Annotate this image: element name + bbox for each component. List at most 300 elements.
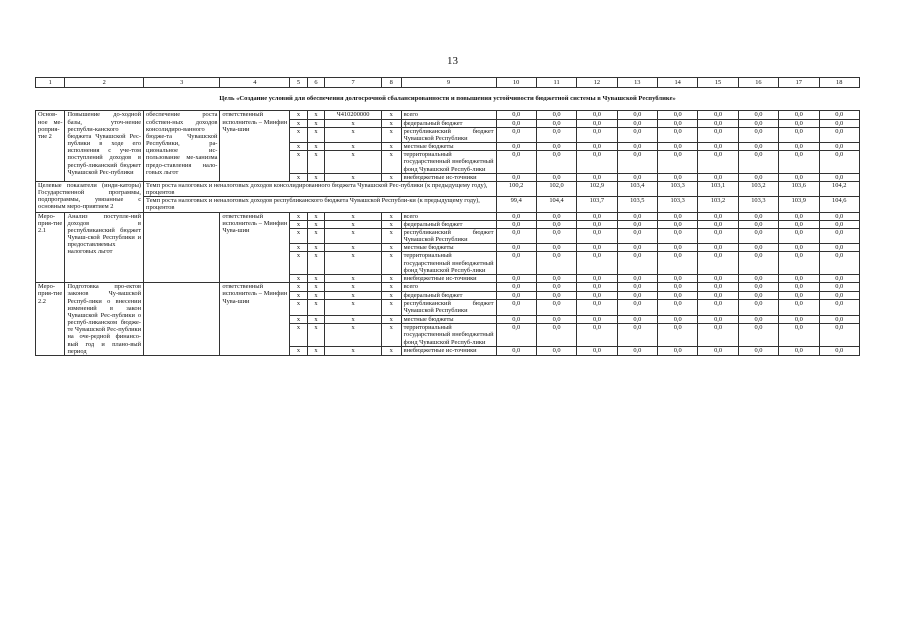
year-value: 0,0: [698, 300, 738, 316]
code-section: x: [307, 143, 324, 151]
code-target-article: x: [325, 274, 382, 282]
responsible-executor: ответственный исполнитель – Минфин Чува-шии: [220, 111, 290, 182]
year-value: 0,0: [819, 347, 860, 355]
year-value: 0,0: [738, 143, 778, 151]
code-expense-group: x: [381, 119, 401, 127]
funding-source: всего: [401, 212, 496, 220]
code-target-article: x: [325, 143, 382, 151]
year-value: 0,0: [617, 151, 657, 174]
column-number: 14: [658, 78, 698, 88]
code-section: x: [307, 324, 324, 347]
code-target-article: x: [325, 324, 382, 347]
funding-source: внебюджетные ис-точники: [401, 274, 496, 282]
year-value: 0,0: [779, 173, 819, 181]
year-value: 0,0: [536, 244, 576, 252]
year-value: 0,0: [698, 220, 738, 228]
year-value: 0,0: [617, 324, 657, 347]
year-value: 0,0: [617, 315, 657, 323]
year-value: 0,0: [577, 111, 617, 119]
year-value: 0,0: [658, 300, 698, 316]
year-value: 0,0: [779, 252, 819, 275]
year-value: 0,0: [577, 173, 617, 181]
year-value: 0,0: [577, 274, 617, 282]
code-section: x: [307, 173, 324, 181]
year-value: 0,0: [658, 119, 698, 127]
year-value: 0,0: [617, 244, 657, 252]
year-value: 0,0: [617, 119, 657, 127]
year-value: 0,0: [617, 111, 657, 119]
year-value: 0,0: [738, 324, 778, 347]
code-expense-group: x: [381, 347, 401, 355]
indicator-value: 103,7: [577, 197, 617, 212]
code-section: x: [307, 283, 324, 291]
year-value: 0,0: [819, 173, 860, 181]
year-value: 0,0: [698, 173, 738, 181]
code-section: x: [307, 220, 324, 228]
year-value: 0,0: [698, 274, 738, 282]
code-target-article: x: [325, 220, 382, 228]
year-value: 0,0: [819, 274, 860, 282]
column-number: 15: [698, 78, 738, 88]
year-value: 0,0: [577, 324, 617, 347]
column-number: 8: [381, 78, 401, 88]
year-value: 0,0: [577, 291, 617, 299]
column-number: 6: [307, 78, 324, 88]
column-number: 11: [536, 78, 576, 88]
goal-title: Цель «Создание условий для обеспечения долгосрочной сбалансированности и повышения устойчивости бюджетной системы в Чувашской Республике»: [219, 95, 676, 102]
year-value: 0,0: [819, 127, 860, 142]
measure-type: Основ-ное ме-роприя-тие 2: [36, 111, 65, 182]
code-target-article: Ч410200000: [325, 111, 382, 119]
code-section: x: [307, 252, 324, 275]
year-value: 0,0: [658, 324, 698, 347]
indicator-value: 99,4: [496, 197, 536, 212]
column-number: 1: [36, 78, 65, 88]
year-value: 0,0: [698, 347, 738, 355]
year-value: 0,0: [617, 127, 657, 142]
program-table: [35, 77, 860, 356]
year-value: 0,0: [658, 127, 698, 142]
year-value: 0,0: [698, 291, 738, 299]
year-value: 0,0: [577, 143, 617, 151]
year-value: 0,0: [738, 151, 778, 174]
indicator-row: [36, 197, 860, 212]
indicators-label: Целевые показатели (инди-каторы) Государственной программы, подпрограммы, увязанные с основным меро-приятием 2: [36, 181, 144, 212]
funding-source: федеральный бюджет: [401, 220, 496, 228]
year-value: 0,0: [779, 220, 819, 228]
year-value: 0,0: [738, 212, 778, 220]
code-grbs: x: [290, 347, 307, 355]
year-value: 0,0: [496, 324, 536, 347]
table-body: [36, 78, 860, 356]
year-value: 0,0: [617, 274, 657, 282]
indicator-value: 103,5: [617, 197, 657, 212]
year-value: 0,0: [496, 151, 536, 174]
measure-goal: [144, 283, 220, 356]
indicator-value: 103,3: [658, 197, 698, 212]
year-value: 0,0: [698, 151, 738, 174]
code-target-article: x: [325, 228, 382, 243]
year-value: 0,0: [738, 111, 778, 119]
code-expense-group: x: [381, 252, 401, 275]
code-target-article: x: [325, 252, 382, 275]
year-value: 0,0: [658, 228, 698, 243]
code-grbs: x: [290, 274, 307, 282]
year-value: 0,0: [779, 143, 819, 151]
year-value: 0,0: [658, 212, 698, 220]
code-expense-group: x: [381, 228, 401, 243]
code-section: x: [307, 111, 324, 119]
year-value: 0,0: [658, 291, 698, 299]
funding-source: республиканский бюджет Чувашской Республики: [401, 127, 496, 142]
funding-source: местные бюджеты: [401, 315, 496, 323]
code-expense-group: x: [381, 111, 401, 119]
code-grbs: x: [290, 244, 307, 252]
code-target-article: x: [325, 291, 382, 299]
year-value: 0,0: [658, 173, 698, 181]
year-value: 0,0: [779, 244, 819, 252]
year-value: 0,0: [617, 220, 657, 228]
funding-source: федеральный бюджет: [401, 291, 496, 299]
code-section: x: [307, 151, 324, 174]
funding-source: местные бюджеты: [401, 143, 496, 151]
year-value: 0,0: [738, 300, 778, 316]
code-expense-group: x: [381, 283, 401, 291]
year-value: 0,0: [617, 252, 657, 275]
indicator-name: Темп роста налоговых и неналоговых доходов консолидированного бюджета Чувашской Рес-публики (к предыдущему году), процентов: [144, 181, 496, 196]
funding-source: республиканский бюджет Чувашской Республики: [401, 300, 496, 316]
year-value: 0,0: [738, 244, 778, 252]
year-value: 0,0: [819, 151, 860, 174]
column-number: 16: [738, 78, 778, 88]
code-section: x: [307, 300, 324, 316]
column-number: 13: [617, 78, 657, 88]
year-value: 0,0: [819, 252, 860, 275]
responsible-executor: ответственный исполнитель – Минфин Чува-шии: [220, 212, 290, 283]
code-section: x: [307, 244, 324, 252]
code-expense-group: x: [381, 212, 401, 220]
column-number: 17: [779, 78, 819, 88]
code-grbs: x: [290, 119, 307, 127]
year-value: 0,0: [496, 143, 536, 151]
column-number: 2: [65, 78, 144, 88]
page-number: 13: [447, 55, 458, 67]
year-value: 0,0: [496, 315, 536, 323]
indicator-value: 103,9: [779, 197, 819, 212]
year-value: 0,0: [536, 228, 576, 243]
indicator-value: 102,9: [577, 181, 617, 196]
year-value: 0,0: [496, 274, 536, 282]
year-value: 0,0: [577, 212, 617, 220]
code-section: x: [307, 347, 324, 355]
code-target-article: x: [325, 173, 382, 181]
year-value: 0,0: [779, 127, 819, 142]
code-target-article: x: [325, 244, 382, 252]
year-value: 0,0: [698, 252, 738, 275]
year-value: 0,0: [658, 347, 698, 355]
code-grbs: x: [290, 220, 307, 228]
year-value: 0,0: [698, 244, 738, 252]
measure-name: Повышение до-ходной базы, уточ-нение республи-канского бюджета Чувашской Рес-публики в ходе его исполнения с уче-том поступлений доходов в респуб-ликанский бюджет Чувашской Рес-публики: [65, 111, 144, 182]
measure-name: Подготовка про-ектов законов Чу-вашской Респуб-лики о внесении изменений в закон Чувашской Рес-публики о респуб-ликанском бюдже-те Чувашской Рес-публики на оче-редной финансо-вый год и плано-вый период: [65, 283, 144, 356]
year-value: 0,0: [496, 252, 536, 275]
year-value: 0,0: [658, 111, 698, 119]
code-expense-group: x: [381, 143, 401, 151]
year-value: 0,0: [819, 244, 860, 252]
code-grbs: x: [290, 324, 307, 347]
measure-goal: обеспечение роста собствен-ных доходов консолидиро-ванного бюдже-та Чувашской Республики, ра-циональное ис-пользование ме-ханизма предо-ставления нало-говых льгот: [144, 111, 220, 182]
year-value: 0,0: [536, 283, 576, 291]
indicator-value: 104,2: [819, 181, 860, 196]
code-target-article: x: [325, 300, 382, 316]
year-value: 0,0: [496, 127, 536, 142]
year-value: 0,0: [536, 300, 576, 316]
column-number: 5: [290, 78, 307, 88]
code-section: x: [307, 291, 324, 299]
measure-goal: [144, 212, 220, 283]
year-value: 0,0: [819, 212, 860, 220]
code-expense-group: x: [381, 274, 401, 282]
year-value: 0,0: [779, 212, 819, 220]
year-value: 0,0: [536, 324, 576, 347]
year-value: 0,0: [577, 151, 617, 174]
indicator-value: 103,4: [617, 181, 657, 196]
funding-source: территориальный государственный внебюджетный фонд Чувашской Респуб-лики: [401, 252, 496, 275]
year-value: 0,0: [738, 119, 778, 127]
year-value: 0,0: [819, 291, 860, 299]
year-value: 0,0: [617, 212, 657, 220]
year-value: 0,0: [738, 315, 778, 323]
year-value: 0,0: [496, 173, 536, 181]
year-value: 0,0: [577, 300, 617, 316]
year-value: 0,0: [779, 119, 819, 127]
year-value: 0,0: [698, 228, 738, 243]
funding-source: внебюджетные ис-точники: [401, 173, 496, 181]
code-expense-group: x: [381, 244, 401, 252]
year-value: 0,0: [536, 173, 576, 181]
year-value: 0,0: [658, 143, 698, 151]
indicator-value: 103,6: [779, 181, 819, 196]
year-value: 0,0: [536, 315, 576, 323]
year-value: 0,0: [536, 212, 576, 220]
year-value: 0,0: [779, 347, 819, 355]
code-grbs: x: [290, 283, 307, 291]
code-target-article: x: [325, 119, 382, 127]
year-value: 0,0: [496, 300, 536, 316]
column-number: 9: [401, 78, 496, 88]
year-value: 0,0: [658, 244, 698, 252]
year-value: 0,0: [819, 228, 860, 243]
funding-source: местные бюджеты: [401, 244, 496, 252]
year-value: 0,0: [536, 111, 576, 119]
year-value: 0,0: [658, 151, 698, 174]
funding-source: всего: [401, 283, 496, 291]
year-value: 0,0: [577, 347, 617, 355]
table-row: [36, 283, 860, 291]
year-value: 0,0: [536, 119, 576, 127]
year-value: 0,0: [496, 347, 536, 355]
code-expense-group: x: [381, 127, 401, 142]
funding-source: внебюджетные ис-точники: [401, 347, 496, 355]
year-value: 0,0: [779, 324, 819, 347]
code-expense-group: x: [381, 173, 401, 181]
indicator-name: Темп роста налоговых и неналоговых доходов республиканского бюджета Чувашской Республи-ки (к предыдущему году), процентов: [144, 197, 496, 212]
code-grbs: x: [290, 127, 307, 142]
code-expense-group: x: [381, 151, 401, 174]
code-grbs: x: [290, 291, 307, 299]
year-value: 0,0: [536, 143, 576, 151]
funding-source: всего: [401, 111, 496, 119]
code-expense-group: x: [381, 220, 401, 228]
code-grbs: x: [290, 173, 307, 181]
year-value: 0,0: [698, 283, 738, 291]
year-value: 0,0: [496, 244, 536, 252]
year-value: 0,0: [698, 143, 738, 151]
year-value: 0,0: [496, 111, 536, 119]
year-value: 0,0: [779, 300, 819, 316]
indicator-value: 103,2: [698, 197, 738, 212]
indicator-value: 103,1: [698, 181, 738, 196]
indicator-row: [36, 181, 860, 196]
year-value: 0,0: [819, 111, 860, 119]
year-value: 0,0: [738, 274, 778, 282]
year-value: 0,0: [617, 300, 657, 316]
year-value: 0,0: [819, 220, 860, 228]
measure-name: Анализ поступле-ний доходов в республиканский бюджет Чуваш-ской Республики и предоставляемых налоговых льгот: [65, 212, 144, 283]
year-value: 0,0: [819, 119, 860, 127]
year-value: 0,0: [617, 283, 657, 291]
year-value: 0,0: [496, 212, 536, 220]
indicator-value: 100,2: [496, 181, 536, 196]
year-value: 0,0: [496, 119, 536, 127]
year-value: 0,0: [577, 220, 617, 228]
year-value: 0,0: [617, 228, 657, 243]
year-value: 0,0: [658, 283, 698, 291]
year-value: 0,0: [496, 228, 536, 243]
year-value: 0,0: [738, 283, 778, 291]
indicator-value: 103,3: [658, 181, 698, 196]
year-value: 0,0: [698, 127, 738, 142]
code-grbs: x: [290, 212, 307, 220]
year-value: 0,0: [819, 300, 860, 316]
year-value: 0,0: [819, 315, 860, 323]
indicator-value: 103,2: [738, 181, 778, 196]
year-value: 0,0: [496, 283, 536, 291]
year-value: 0,0: [536, 151, 576, 174]
year-value: 0,0: [536, 252, 576, 275]
year-value: 0,0: [779, 228, 819, 243]
year-value: 0,0: [698, 324, 738, 347]
year-value: 0,0: [536, 274, 576, 282]
year-value: 0,0: [738, 220, 778, 228]
year-value: 0,0: [779, 283, 819, 291]
code-target-article: x: [325, 315, 382, 323]
code-target-article: x: [325, 151, 382, 174]
year-value: 0,0: [779, 111, 819, 119]
year-value: 0,0: [698, 119, 738, 127]
year-value: 0,0: [658, 274, 698, 282]
code-target-article: x: [325, 283, 382, 291]
code-grbs: x: [290, 300, 307, 316]
table-row: [36, 111, 860, 119]
year-value: 0,0: [698, 315, 738, 323]
year-value: 0,0: [738, 291, 778, 299]
code-section: x: [307, 228, 324, 243]
year-value: 0,0: [617, 173, 657, 181]
code-section: x: [307, 127, 324, 142]
year-value: 0,0: [536, 347, 576, 355]
code-expense-group: x: [381, 315, 401, 323]
year-value: 0,0: [617, 347, 657, 355]
indicator-value: 103,3: [738, 197, 778, 212]
code-grbs: x: [290, 143, 307, 151]
column-number: 12: [577, 78, 617, 88]
year-value: 0,0: [617, 143, 657, 151]
year-value: 0,0: [536, 127, 576, 142]
responsible-executor: ответственный исполнитель – Минфин Чува-шии: [220, 283, 290, 356]
funding-source: территориальный государственный внебюджетный фонд Чувашской Респуб-лики: [401, 324, 496, 347]
column-number: 10: [496, 78, 536, 88]
funding-source: федеральный бюджет: [401, 119, 496, 127]
funding-source: республиканский бюджет Чувашской Республики: [401, 228, 496, 243]
column-number-row: [36, 78, 860, 88]
year-value: 0,0: [779, 291, 819, 299]
year-value: 0,0: [738, 127, 778, 142]
column-number: 3: [144, 78, 220, 88]
code-expense-group: x: [381, 300, 401, 316]
year-value: 0,0: [577, 283, 617, 291]
year-value: 0,0: [658, 220, 698, 228]
code-target-article: x: [325, 212, 382, 220]
code-grbs: x: [290, 252, 307, 275]
code-section: x: [307, 274, 324, 282]
measure-type: Меро-прия-тие 2.1: [36, 212, 65, 283]
year-value: 0,0: [738, 228, 778, 243]
year-value: 0,0: [577, 228, 617, 243]
table-row: [36, 212, 860, 220]
year-value: 0,0: [658, 252, 698, 275]
code-grbs: x: [290, 151, 307, 174]
year-value: 0,0: [658, 315, 698, 323]
code-grbs: x: [290, 228, 307, 243]
year-value: 0,0: [819, 143, 860, 151]
year-value: 0,0: [577, 244, 617, 252]
year-value: 0,0: [496, 291, 536, 299]
year-value: 0,0: [496, 220, 536, 228]
indicator-value: 104,4: [536, 197, 576, 212]
code-expense-group: x: [381, 291, 401, 299]
code-section: x: [307, 315, 324, 323]
year-value: 0,0: [536, 291, 576, 299]
year-value: 0,0: [536, 220, 576, 228]
column-number: 4: [220, 78, 290, 88]
year-value: 0,0: [617, 291, 657, 299]
code-target-article: x: [325, 347, 382, 355]
year-value: 0,0: [819, 283, 860, 291]
year-value: 0,0: [577, 119, 617, 127]
indicator-value: 104,6: [819, 197, 860, 212]
year-value: 0,0: [738, 173, 778, 181]
year-value: 0,0: [738, 252, 778, 275]
year-value: 0,0: [779, 315, 819, 323]
measure-type: Меро-прия-тие 2.2: [36, 283, 65, 356]
indicator-value: 102,0: [536, 181, 576, 196]
year-value: 0,0: [577, 252, 617, 275]
column-number: 18: [819, 78, 860, 88]
year-value: 0,0: [577, 315, 617, 323]
code-section: x: [307, 212, 324, 220]
code-target-article: x: [325, 127, 382, 142]
